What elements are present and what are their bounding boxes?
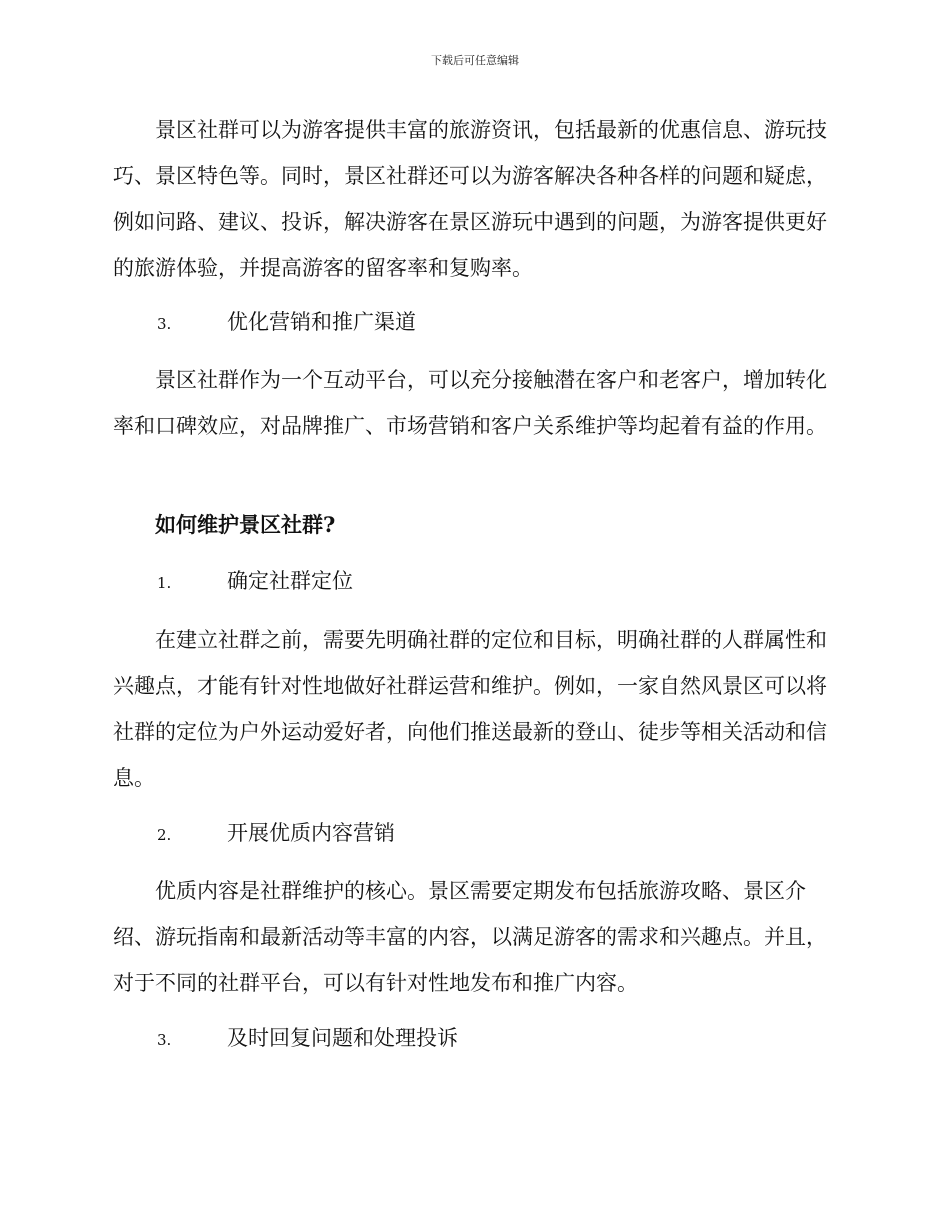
list-item-label: 确定社群定位: [227, 569, 353, 593]
list-item-label: 开展优质内容营销: [227, 821, 395, 845]
list-number: 3.: [157, 315, 172, 333]
list-number: 1.: [157, 574, 172, 592]
paragraph-positioning: 在建立社群之前，需要先明确社群的定位和目标，明确社群的人群属性和兴趣点，才能有针对性地做好社群运营和维护。例如，一家自然风景区可以将社群的定位为户外运动爱好者，向他们推送最新的登山、徒步等相关活动和信息。: [113, 628, 827, 790]
section-heading: 如何维护景区社群?: [155, 512, 336, 537]
list-item-optimize-marketing: [113, 299, 831, 347]
list-item-label: 优化营销和推广渠道: [227, 310, 416, 334]
list-number: 3.: [157, 1031, 172, 1049]
paragraph-community-info: 景区社群可以为游客提供丰富的旅游资讯，包括最新的优惠信息、游玩技巧、景区特色等。同时，景区社群还可以为游客解决各种各样的问题和疑虑，例如问路、建议、投诉，解决游客在景区游玩中遇到的问题，为游客提供更好的旅游体验，并提高游客的留客率和复购率。: [113, 118, 827, 280]
paragraph-quality-content: 优质内容是社群维护的核心。景区需要定期发布包括旅游攻略、景区介绍、游玩指南和最新活动等丰富的内容，以满足游客的需求和兴趣点。并且，对于不同的社群平台，可以有针对性地发布和推广内容。: [113, 879, 827, 995]
list-item-label: 及时回复问题和处理投诉: [227, 1026, 458, 1050]
list-item-reply-complaints: [113, 1015, 831, 1063]
list-item-define-positioning: [113, 558, 831, 606]
list-item-content-marketing: [113, 810, 831, 858]
paragraph-interactive-platform: 景区社群作为一个互动平台，可以充分接触潜在客户和老客户，增加转化率和口碑效应，对品牌推广、市场营销和客户关系维护等均起着有益的作用。: [113, 368, 827, 438]
page-header: 下载后可任意编辑: [431, 54, 519, 67]
list-number: 2.: [157, 826, 172, 844]
